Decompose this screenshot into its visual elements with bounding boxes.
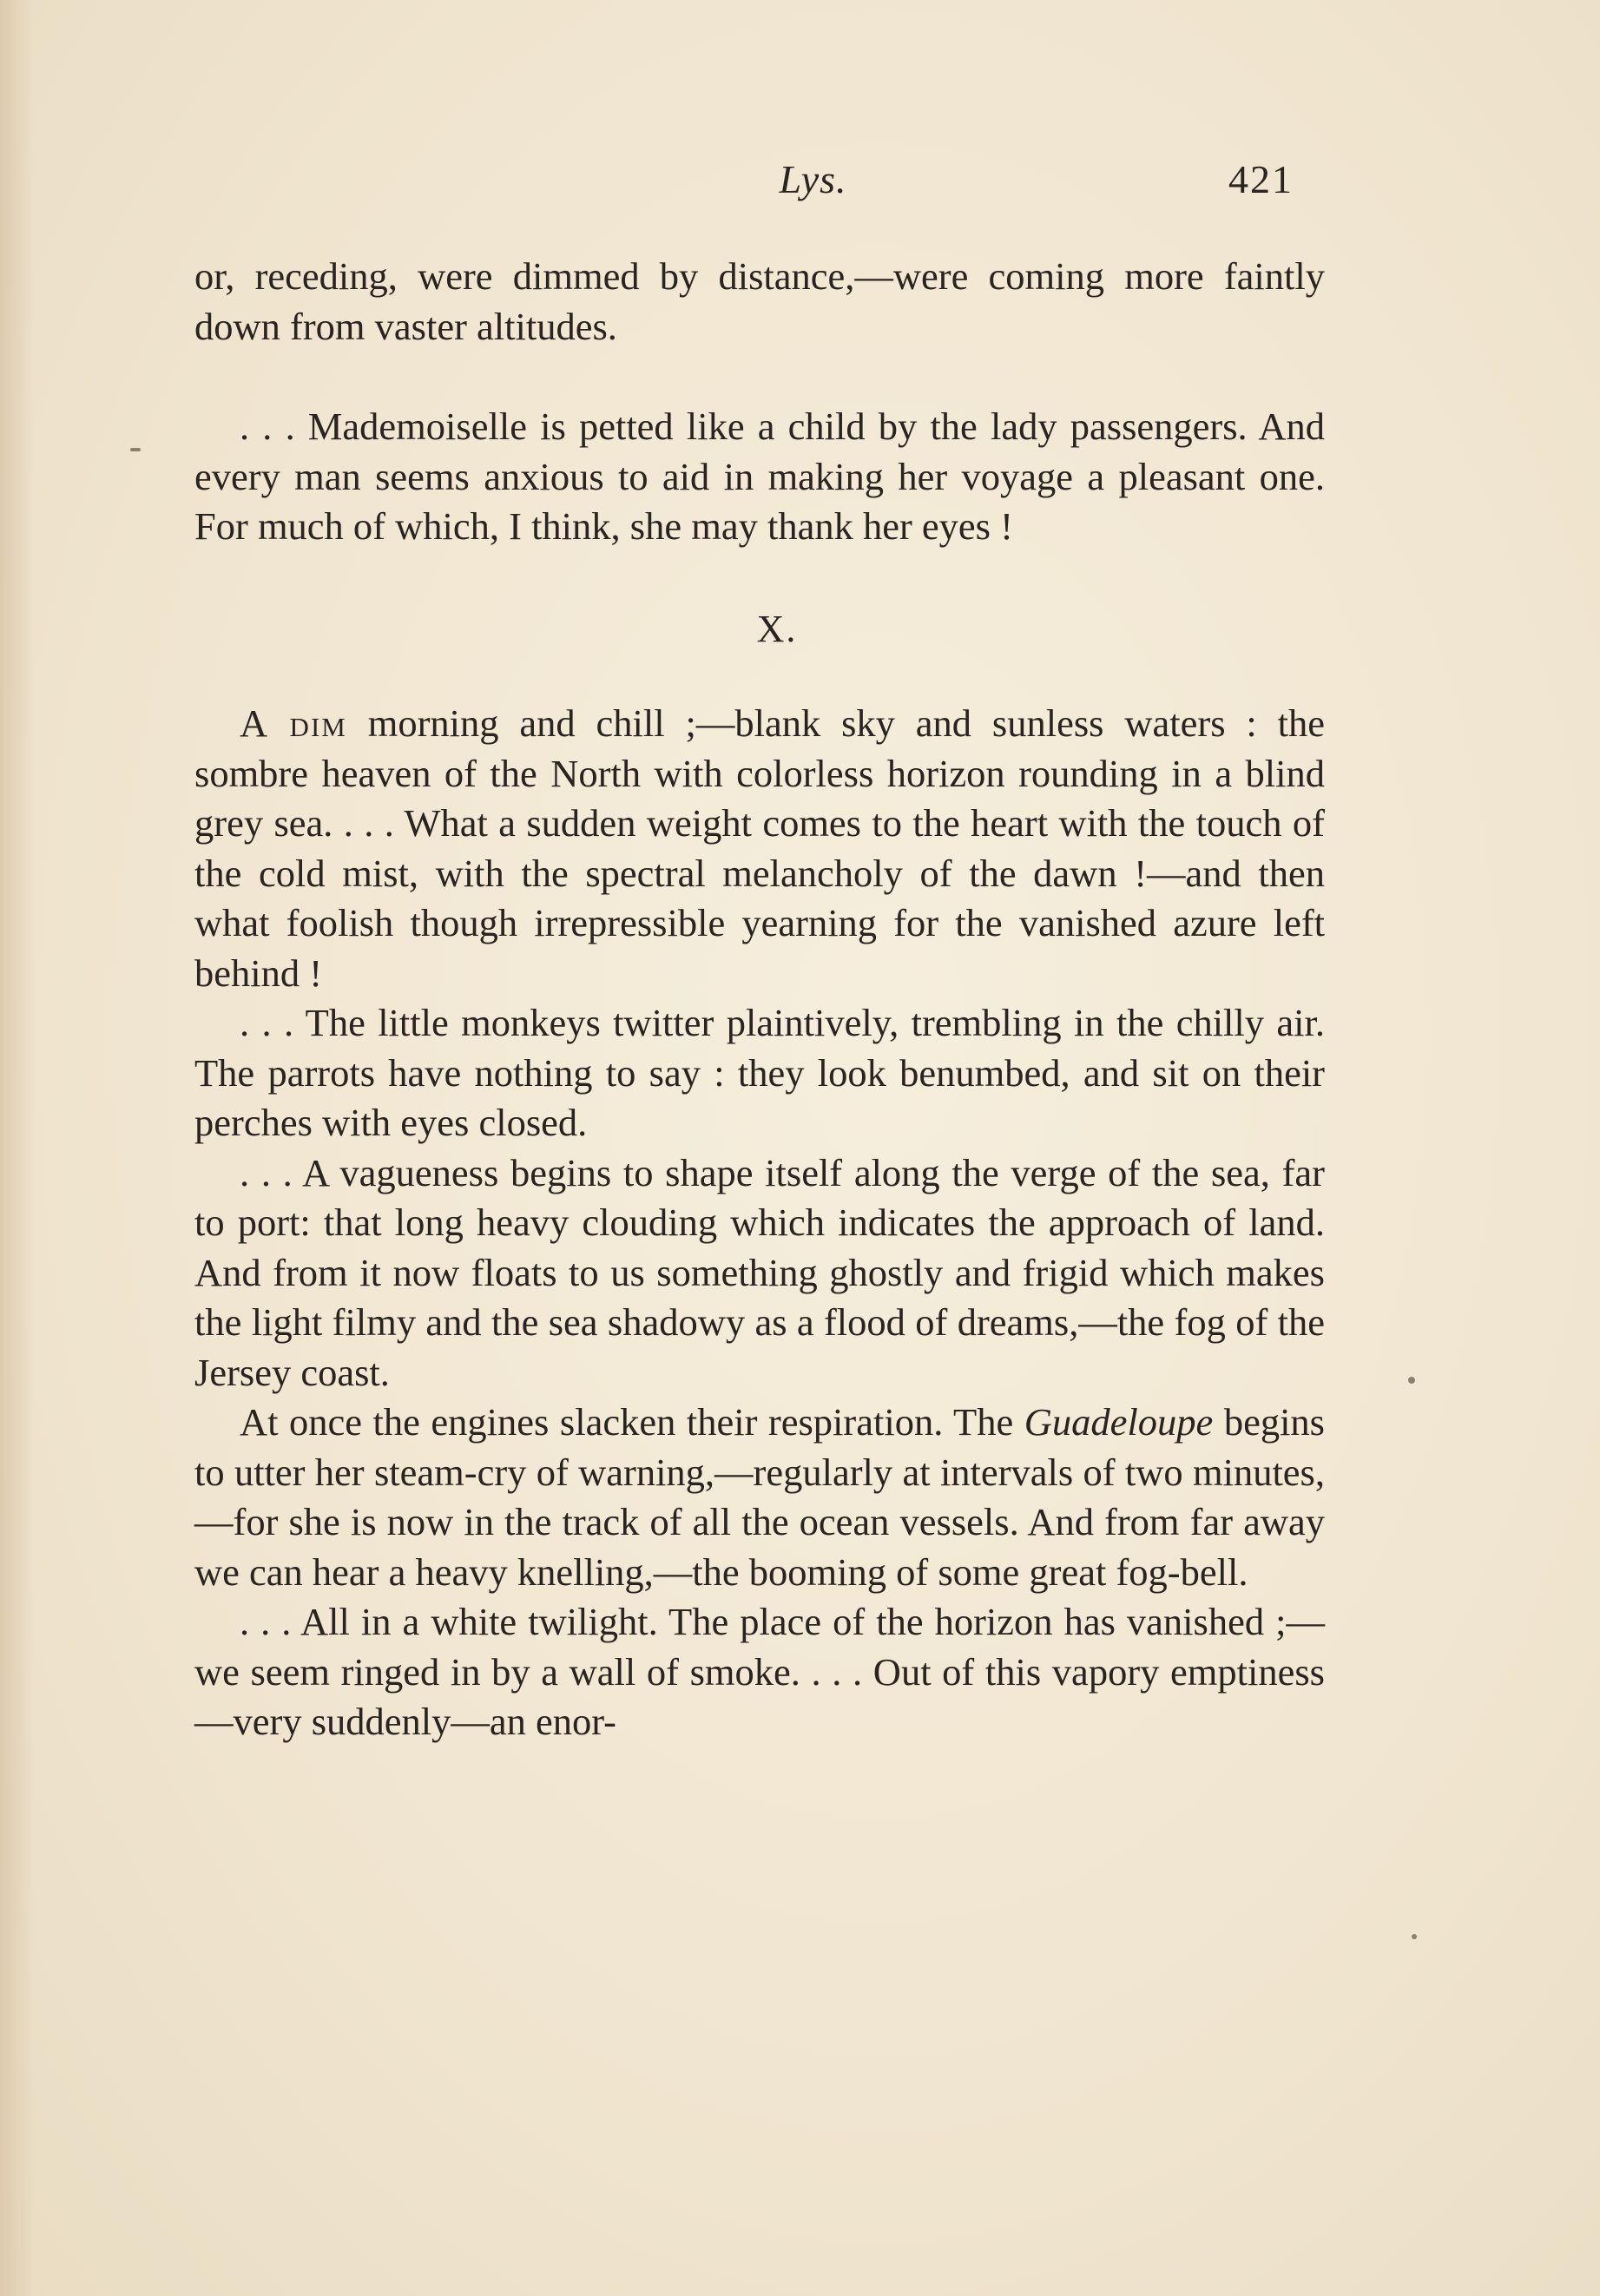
running-title: Lys. — [779, 157, 847, 201]
paragraph: . . . The little monkeys twitter plaintively, trembling in the chilly air. The parrots have nothing to say : they look benumbed, and sit on their perches with eyes closed. — [194, 1001, 1325, 1144]
paper-speck — [1412, 1934, 1417, 1939]
paragraph: . . . All in a white twilight. The place of the horizon has vanished ;—we seem ringed in by a wall of smoke. . . . Out of this vapory emptiness—very suddenly—an enor- — [194, 1600, 1325, 1743]
paragraph: . . . A vagueness begins to shape itself along the verge of the sea, far to port: that long heavy clouding which indicates the approach of land. And from it now floats to us something ghostly and frigid which makes the light filmy and the sea shadowy as a flood of dreams,—the fog of the Jersey coast. — [194, 1150, 1325, 1394]
paragraph — [194, 699, 1325, 998]
paragraph-text: At once the engines slacken their respiration. The — [240, 1400, 1024, 1444]
spine-shadow — [0, 0, 35, 2296]
chapter-heading: X. — [756, 607, 798, 650]
paper-speck — [1408, 1377, 1415, 1384]
ship-name: Guadeloupe — [1024, 1400, 1214, 1444]
small-caps-opening: A dim — [240, 701, 347, 745]
paper-speck — [130, 448, 141, 451]
paragraph — [194, 1398, 1325, 1597]
paragraph: . . . Mademoiselle is petted like a child by the lady passengers. And every man seems anxious to aid in making her voyage a pleasant one. For much of which, I think, she may thank her eyes ! — [194, 405, 1325, 548]
running-head — [0, 156, 1600, 208]
body-text — [194, 252, 1325, 1747]
paragraph-text: begins to utter her steam-cry of warning,—regularly at intervals of two minutes,—for she is now in the track of all the ocean vessels. And from far away we can hear a heavy knelling,—the booming of some great fog-bell. — [194, 1400, 1326, 1594]
paragraph: or, receding, were dimmed by distance,—were coming more faintly down from vaster altitudes. — [194, 254, 1325, 348]
paragraph-text: morning and chill ;—blank sky and sunless waters : the sombre heaven of the North with colorless horizon rounding in a blind grey sea. . . . What a sudden weight comes to the heart with the touch of the cold mist, with the spectral melancholy of the dawn !—and then what foolish though irrepressible yearning for the vanished azure left behind ! — [194, 701, 1325, 995]
page-number: 421 — [1228, 157, 1294, 201]
